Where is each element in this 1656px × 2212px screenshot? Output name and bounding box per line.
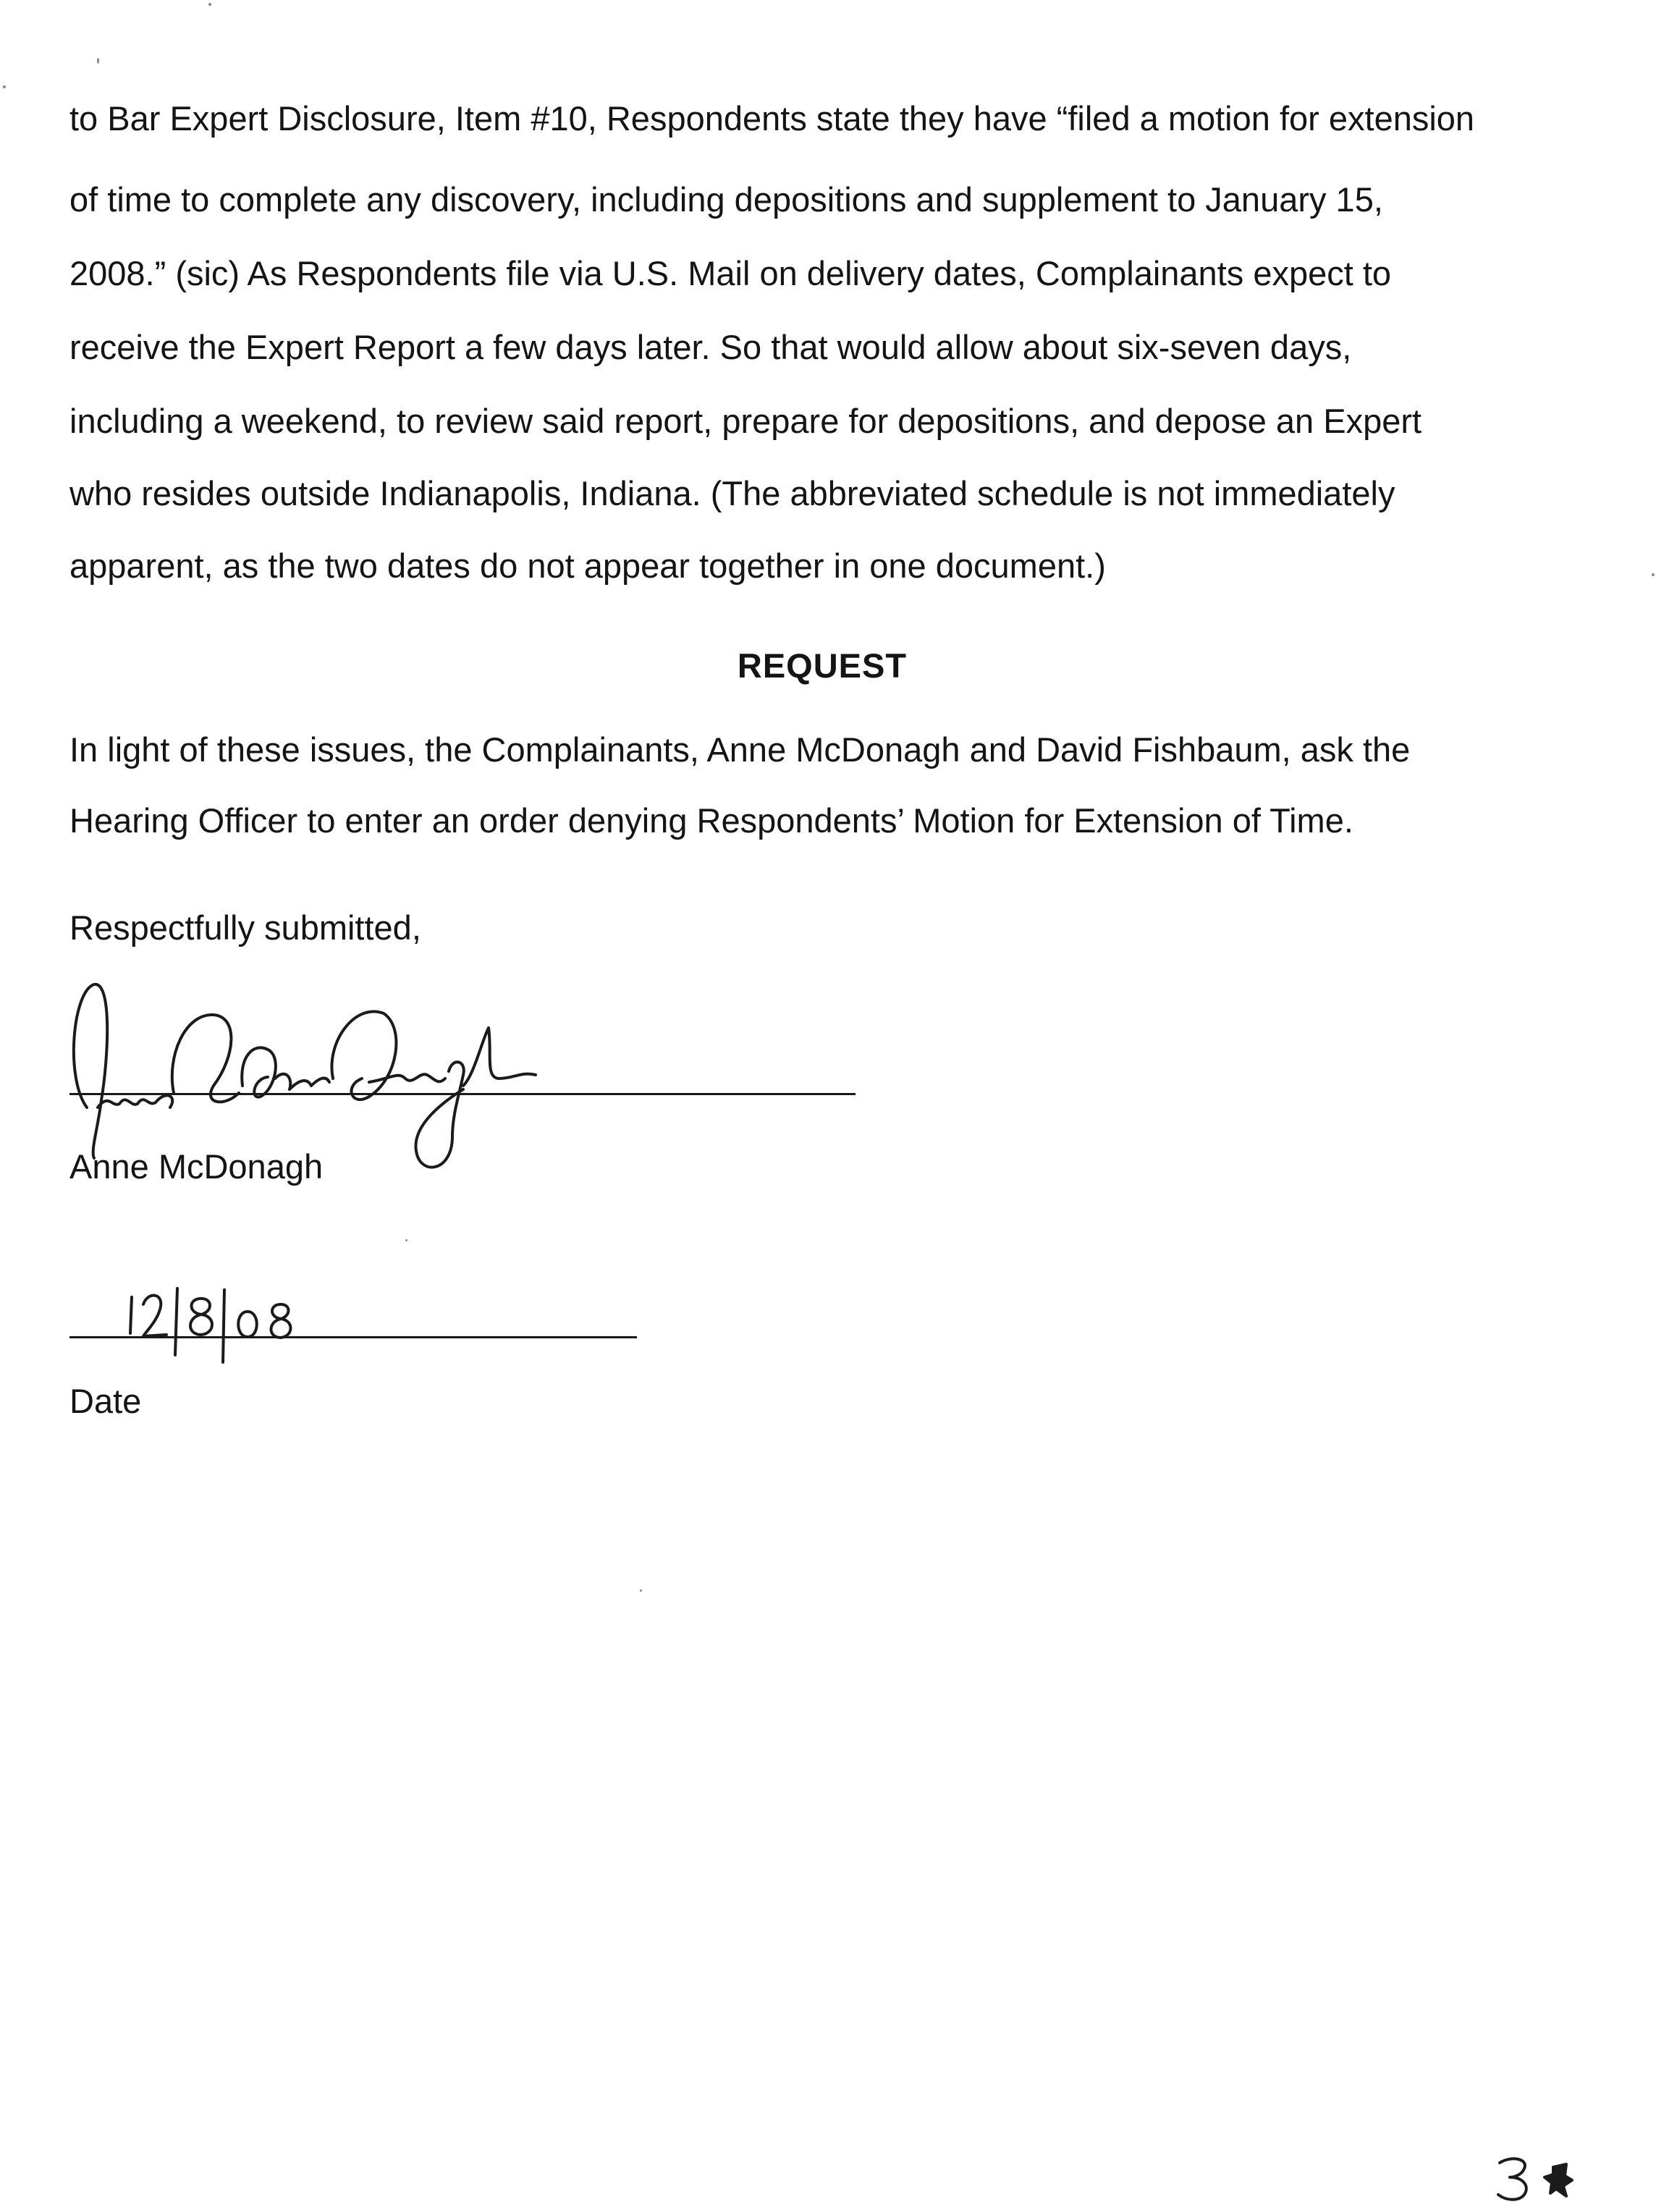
body-line: apparent, as the two dates do not appear together in one document.) (69, 546, 1106, 585)
scan-speck (405, 1239, 407, 1241)
scan-speck (3, 85, 6, 88)
body-line: of time to complete any discovery, including depositions and supplement to January 15, (69, 180, 1383, 219)
request-line: In light of these issues, the Complainants, Anne McDonagh and David Fishbaum, ask the (69, 730, 1411, 769)
signature-line (69, 1093, 856, 1095)
scan-speck (208, 3, 211, 6)
body-line: receive the Expert Report a few days later. So that would allow about six-seven days, (69, 328, 1352, 366)
body-line: to Bar Expert Disclosure, Item #10, Respondents state they have “filed a motion for extension (69, 99, 1475, 138)
body-line: who resides outside Indianapolis, Indiana. (The abbreviated schedule is not immediately (69, 474, 1395, 512)
signer-name: Anne McDonagh (69, 1147, 324, 1186)
body-line: including a weekend, to review said report, prepare for depositions, and depose an Expert (69, 402, 1422, 440)
handwritten-page-number (1497, 2154, 1591, 2205)
date-label: Date (69, 1382, 142, 1420)
scan-speck (640, 1590, 642, 1592)
request-heading: REQUEST (737, 646, 908, 685)
date-line (69, 1336, 637, 1338)
handwritten-date (123, 1283, 340, 1362)
body-line: 2008.” (sic) As Respondents file via U.S. Mail on delivery dates, Complainants expect to (69, 254, 1392, 292)
scan-speck (97, 58, 99, 64)
scan-speck (1652, 573, 1655, 576)
request-line: Hearing Officer to enter an order denying Respondents’ Motion for Extension of Time. (69, 801, 1353, 840)
closing-text: Respectfully submitted, (69, 908, 421, 947)
